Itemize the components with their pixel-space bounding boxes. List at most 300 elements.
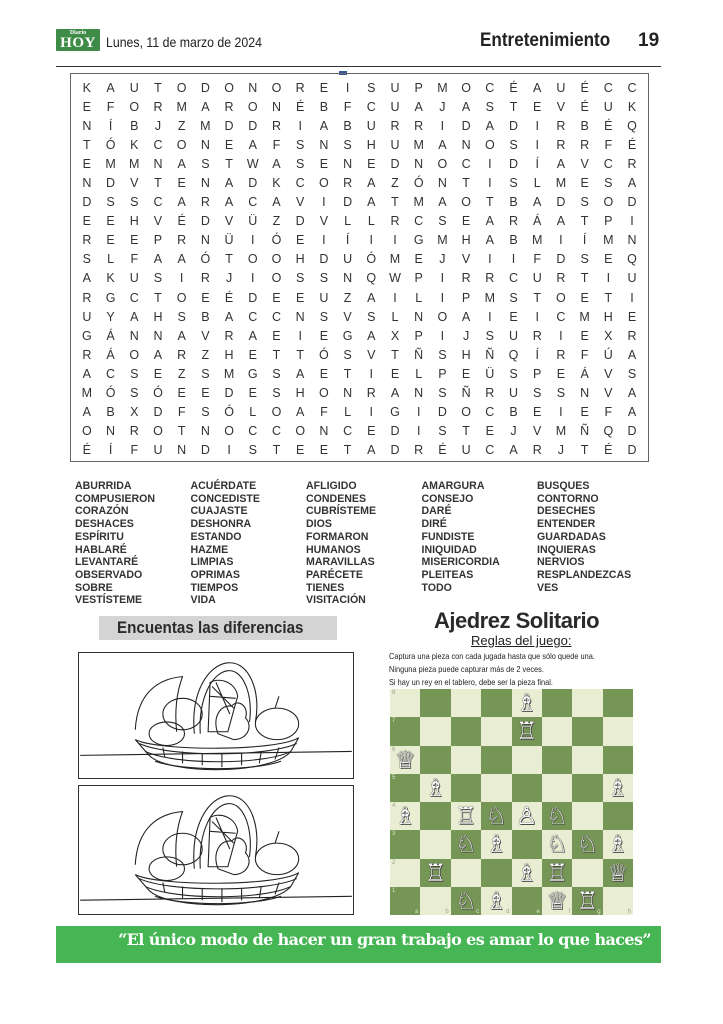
grid-letter[interactable]: I	[369, 233, 374, 248]
grid-letter[interactable]: M	[389, 252, 401, 267]
grid-letter[interactable]: I	[369, 366, 374, 381]
grid-letter[interactable]: U	[508, 328, 519, 343]
grid-letter[interactable]: S	[509, 290, 518, 305]
differences-image-top[interactable]	[78, 652, 354, 779]
grid-letter[interactable]: C	[485, 443, 495, 458]
grid-letter[interactable]: V	[604, 366, 613, 381]
grid-letter[interactable]: R	[271, 118, 281, 133]
grid-letter[interactable]: C	[343, 424, 353, 439]
grid-letter[interactable]: S	[604, 176, 613, 191]
grid-letter[interactable]: D	[461, 118, 471, 133]
grid-letter[interactable]: A	[627, 405, 637, 420]
grid-letter[interactable]: A	[367, 290, 376, 305]
grid-letter[interactable]: I	[393, 290, 397, 305]
grid-letter[interactable]: Í	[535, 156, 539, 171]
grid-letter[interactable]: U	[390, 99, 400, 114]
grid-letter[interactable]: I	[179, 271, 184, 286]
grid-letter[interactable]: R	[390, 214, 400, 229]
grid-letter[interactable]: C	[248, 424, 258, 439]
board-square-d2[interactable]	[481, 859, 511, 887]
grid-letter[interactable]: E	[319, 156, 329, 171]
grid-letter[interactable]: I	[251, 271, 255, 286]
grid-letter[interactable]: H	[295, 252, 305, 267]
grid-letter[interactable]: E	[296, 290, 305, 305]
grid-letter[interactable]: K	[130, 137, 139, 152]
grid-letter[interactable]: I	[606, 271, 611, 286]
grid-letter[interactable]: A	[485, 214, 494, 229]
grid-letter[interactable]: T	[391, 347, 399, 362]
board-square-b1[interactable]	[420, 887, 450, 915]
grid-letter[interactable]: S	[296, 137, 305, 152]
grid-letter[interactable]: U	[532, 271, 542, 286]
grid-letter[interactable]: D	[627, 195, 637, 210]
grid-letter[interactable]: T	[533, 290, 542, 305]
grid-letter[interactable]: I	[440, 271, 445, 286]
board-square-d6[interactable]	[481, 746, 511, 774]
grid-letter[interactable]: V	[461, 252, 471, 267]
grid-letter[interactable]: C	[485, 405, 495, 420]
white-bishop-icon[interactable]: ♗	[607, 830, 629, 859]
board-square-c8[interactable]	[451, 689, 481, 717]
grid-letter[interactable]: Ü	[485, 366, 495, 381]
grid-letter[interactable]: I	[298, 118, 302, 133]
board-square-e6[interactable]	[512, 746, 542, 774]
grid-letter[interactable]: Ñ	[461, 386, 471, 401]
grid-letter[interactable]: J	[557, 443, 565, 458]
grid-letter[interactable]: M	[413, 195, 424, 210]
grid-letter[interactable]: N	[82, 118, 92, 133]
grid-letter[interactable]: Ñ	[414, 347, 424, 362]
grid-letter[interactable]: T	[604, 290, 613, 305]
grid-letter[interactable]: R	[414, 443, 424, 458]
board-square-g6[interactable]	[572, 746, 602, 774]
grid-letter[interactable]: S	[438, 347, 447, 362]
grid-letter[interactable]: S	[438, 424, 447, 439]
white-bishop-icon[interactable]: ♗	[485, 830, 508, 859]
grid-letter[interactable]: R	[485, 271, 495, 286]
grid-letter[interactable]: B	[106, 405, 115, 420]
grid-letter[interactable]: Ó	[271, 233, 282, 248]
board-square-c4[interactable]	[451, 802, 481, 830]
grid-letter[interactable]: E	[627, 309, 637, 324]
grid-letter[interactable]: É	[580, 99, 589, 114]
grid-letter[interactable]: O	[461, 405, 471, 420]
grid-letter[interactable]: R	[200, 195, 210, 210]
grid-letter[interactable]: A	[177, 195, 186, 210]
grid-letter[interactable]: V	[367, 347, 376, 362]
grid-letter[interactable]: Í	[345, 233, 350, 248]
grid-letter[interactable]: E	[367, 424, 376, 439]
grid-letter[interactable]: I	[393, 233, 397, 248]
grid-letter[interactable]: R	[82, 347, 92, 362]
grid-letter[interactable]: E	[106, 214, 115, 229]
grid-letter[interactable]: D	[200, 443, 210, 458]
grid-letter[interactable]: K	[106, 271, 115, 286]
grid-letter[interactable]: J	[462, 328, 470, 343]
grid-letter[interactable]: O	[437, 156, 448, 171]
grid-letter[interactable]: O	[81, 424, 92, 439]
grid-letter[interactable]: Q	[603, 424, 614, 439]
grid-letter[interactable]: A	[177, 328, 186, 343]
grid-letter[interactable]: L	[391, 309, 399, 324]
board-square-a6[interactable]	[390, 746, 420, 774]
white-queen-icon[interactable]: ♕	[394, 745, 416, 774]
board-square-b3[interactable]	[420, 830, 450, 858]
grid-letter[interactable]: D	[248, 290, 258, 305]
grid-letter[interactable]: D	[556, 252, 566, 267]
board-square-a8[interactable]	[390, 689, 420, 717]
grid-letter[interactable]: Ó	[413, 176, 424, 191]
grid-letter[interactable]: E	[272, 290, 281, 305]
white-bishop-icon[interactable]: ♗	[394, 802, 416, 831]
grid-letter[interactable]: A	[509, 443, 518, 458]
grid-letter[interactable]: N	[343, 386, 353, 401]
grid-letter[interactable]: S	[201, 405, 210, 420]
grid-letter[interactable]: R	[129, 424, 139, 439]
grid-letter[interactable]: N	[319, 137, 329, 152]
grid-letter[interactable]: E	[390, 366, 400, 381]
grid-letter[interactable]: R	[343, 176, 353, 191]
board-square-e2[interactable]	[512, 859, 542, 887]
grid-letter[interactable]: O	[295, 424, 306, 439]
grid-letter[interactable]: Í	[535, 347, 539, 362]
grid-letter[interactable]: O	[247, 99, 258, 114]
grid-letter[interactable]: M	[129, 156, 140, 171]
grid-letter[interactable]: A	[177, 156, 186, 171]
grid-letter[interactable]: U	[82, 309, 92, 324]
grid-letter[interactable]: E	[177, 386, 186, 401]
grid-letter[interactable]: N	[82, 176, 92, 191]
grid-letter[interactable]: C	[461, 156, 471, 171]
grid-letter[interactable]: R	[627, 328, 637, 343]
grid-letter[interactable]: R	[485, 386, 495, 401]
grid-letter[interactable]: D	[627, 424, 637, 439]
grid-letter[interactable]: U	[343, 252, 353, 267]
grid-letter[interactable]: M	[437, 233, 448, 248]
grid-letter[interactable]: O	[271, 271, 282, 286]
grid-letter[interactable]: R	[556, 137, 566, 152]
grid-letter[interactable]: V	[319, 214, 329, 229]
grid-letter[interactable]: F	[272, 137, 281, 152]
grid-letter[interactable]: E	[604, 252, 613, 267]
grid-letter[interactable]: Ü	[248, 214, 258, 229]
grid-letter[interactable]: Í	[108, 443, 113, 458]
grid-letter[interactable]: U	[153, 443, 163, 458]
grid-letter[interactable]: E	[272, 328, 281, 343]
board-square-f8[interactable]	[542, 689, 572, 717]
board-square-a5[interactable]	[390, 774, 420, 802]
grid-letter[interactable]: R	[461, 271, 471, 286]
board-square-e1[interactable]	[512, 887, 542, 915]
board-square-g5[interactable]	[572, 774, 602, 802]
grid-letter[interactable]: D	[437, 405, 447, 420]
board-square-c1[interactable]	[451, 887, 481, 915]
grid-letter[interactable]: A	[627, 347, 637, 362]
grid-letter[interactable]: R	[224, 328, 234, 343]
grid-letter[interactable]: M	[484, 290, 496, 305]
grid-letter[interactable]: G	[247, 366, 258, 381]
white-rook-icon[interactable]: ♖	[515, 717, 538, 746]
grid-letter[interactable]: H	[129, 214, 139, 229]
grid-letter[interactable]: M	[532, 233, 543, 248]
grid-letter[interactable]: N	[129, 328, 139, 343]
grid-letter[interactable]: I	[322, 195, 326, 210]
grid-letter[interactable]: S	[533, 386, 542, 401]
grid-letter[interactable]: E	[367, 156, 376, 171]
grid-letter[interactable]: S	[556, 386, 566, 401]
grid-letter[interactable]: B	[319, 99, 329, 114]
grid-letter[interactable]: Ñ	[580, 424, 590, 439]
grid-letter[interactable]: B	[509, 405, 518, 420]
grid-letter[interactable]: V	[201, 328, 210, 343]
grid-letter[interactable]: C	[603, 156, 613, 171]
grid-letter[interactable]: E	[82, 214, 92, 229]
grid-letter[interactable]: A	[153, 347, 163, 362]
grid-letter[interactable]: Z	[201, 347, 210, 362]
grid-letter[interactable]: C	[153, 195, 163, 210]
grid-letter[interactable]: É	[604, 443, 613, 458]
grid-letter[interactable]: R	[532, 443, 542, 458]
grid-letter[interactable]: A	[82, 366, 92, 381]
grid-letter[interactable]: E	[414, 252, 423, 267]
grid-letter[interactable]: G	[342, 328, 353, 343]
grid-letter[interactable]: E	[153, 366, 163, 381]
grid-letter[interactable]: I	[488, 176, 492, 191]
board-square-a1[interactable]	[390, 887, 420, 915]
grid-letter[interactable]: Ñ	[485, 347, 495, 362]
grid-letter[interactable]: E	[82, 156, 92, 171]
grid-letter[interactable]: F	[533, 252, 542, 267]
board-square-d4[interactable]	[481, 802, 511, 830]
grid-letter[interactable]: O	[556, 290, 566, 305]
board-square-h8[interactable]	[603, 689, 633, 717]
grid-letter[interactable]: I	[440, 118, 445, 133]
grid-letter[interactable]: N	[200, 424, 210, 439]
grid-letter[interactable]: E	[130, 233, 139, 248]
grid-letter[interactable]: H	[603, 309, 613, 324]
grid-letter[interactable]: A	[177, 252, 186, 267]
grid-letter[interactable]: S	[438, 386, 447, 401]
grid-letter[interactable]: C	[129, 290, 139, 305]
grid-letter[interactable]: A	[296, 405, 305, 420]
grid-letter[interactable]: H	[224, 347, 234, 362]
grid-letter[interactable]: A	[627, 386, 637, 401]
grid-letter[interactable]: A	[272, 195, 281, 210]
grid-letter[interactable]: F	[177, 405, 186, 420]
grid-letter[interactable]: E	[319, 80, 329, 95]
board-square-f1[interactable]	[542, 887, 572, 915]
grid-letter[interactable]: J	[225, 271, 233, 286]
grid-letter[interactable]: C	[248, 309, 258, 324]
grid-letter[interactable]: O	[247, 252, 258, 267]
board-square-d8[interactable]	[481, 689, 511, 717]
grid-letter[interactable]: É	[177, 214, 186, 229]
grid-letter[interactable]: B	[509, 195, 518, 210]
grid-letter[interactable]: O	[129, 347, 140, 362]
grid-letter[interactable]: Á	[580, 366, 589, 381]
white-rook-icon[interactable]: ♖	[455, 802, 477, 831]
grid-letter[interactable]: F	[320, 405, 328, 420]
grid-letter[interactable]: M	[579, 309, 590, 324]
grid-letter[interactable]: A	[461, 309, 471, 324]
grid-letter[interactable]: N	[414, 386, 424, 401]
grid-letter[interactable]: E	[201, 290, 210, 305]
grid-letter[interactable]: P	[604, 214, 613, 229]
grid-letter[interactable]: S	[343, 137, 352, 152]
grid-letter[interactable]: E	[224, 137, 234, 152]
grid-letter[interactable]: B	[580, 118, 589, 133]
grid-letter[interactable]: P	[414, 271, 423, 286]
board-square-b4[interactable]	[420, 802, 450, 830]
grid-letter[interactable]: F	[604, 405, 613, 420]
grid-letter[interactable]: I	[440, 328, 445, 343]
grid-letter[interactable]: É	[438, 443, 447, 458]
grid-letter[interactable]: É	[604, 118, 613, 133]
grid-letter[interactable]: W	[389, 271, 401, 286]
white-bishop-icon[interactable]: ♗	[515, 689, 538, 718]
grid-letter[interactable]: D	[106, 176, 116, 191]
grid-letter[interactable]: N	[200, 176, 210, 191]
board-square-h2[interactable]	[603, 859, 633, 887]
grid-letter[interactable]: L	[344, 214, 352, 229]
grid-letter[interactable]: Z	[343, 290, 352, 305]
grid-letter[interactable]: O	[271, 80, 282, 95]
grid-letter[interactable]: M	[555, 424, 567, 439]
grid-letter[interactable]: S	[367, 80, 376, 95]
grid-letter[interactable]: D	[248, 118, 258, 133]
grid-letter[interactable]: A	[438, 137, 447, 152]
grid-letter[interactable]: R	[177, 233, 187, 248]
grid-letter[interactable]: D	[319, 252, 329, 267]
grid-letter[interactable]: N	[414, 156, 424, 171]
board-square-d5[interactable]	[481, 774, 511, 802]
grid-letter[interactable]: N	[295, 309, 305, 324]
grid-letter[interactable]: O	[461, 195, 471, 210]
grid-letter[interactable]: I	[559, 233, 563, 248]
grid-letter[interactable]: T	[391, 195, 399, 210]
grid-letter[interactable]: O	[271, 405, 282, 420]
grid-letter[interactable]: D	[390, 443, 400, 458]
grid-letter[interactable]: A	[556, 156, 566, 171]
grid-letter[interactable]: S	[319, 309, 329, 324]
grid-letter[interactable]: H	[461, 233, 471, 248]
grid-letter[interactable]: Z	[177, 366, 186, 381]
grid-letter[interactable]: P	[414, 80, 423, 95]
grid-letter[interactable]: S	[130, 195, 139, 210]
grid-letter[interactable]: A	[224, 176, 234, 191]
grid-letter[interactable]: C	[271, 309, 281, 324]
grid-letter[interactable]: R	[556, 271, 566, 286]
grid-letter[interactable]: D	[295, 214, 305, 229]
grid-letter[interactable]: I	[511, 252, 516, 267]
board-square-f7[interactable]	[542, 717, 572, 745]
grid-letter[interactable]: P	[438, 366, 447, 381]
grid-letter[interactable]: H	[153, 309, 163, 324]
grid-letter[interactable]: B	[201, 309, 210, 324]
grid-letter[interactable]: I	[488, 309, 492, 324]
grid-letter[interactable]: E	[580, 176, 589, 191]
board-square-f4[interactable]	[542, 802, 572, 830]
grid-letter[interactable]: U	[366, 118, 376, 133]
grid-letter[interactable]: E	[248, 347, 257, 362]
grid-letter[interactable]: Z	[391, 176, 399, 191]
grid-letter[interactable]: N	[319, 424, 329, 439]
board-square-e4[interactable]	[512, 802, 542, 830]
grid-letter[interactable]: A	[414, 99, 423, 114]
grid-letter[interactable]: E	[106, 233, 115, 248]
grid-letter[interactable]: J	[439, 252, 446, 267]
grid-letter[interactable]: T	[485, 195, 494, 210]
grid-letter[interactable]: U	[390, 137, 400, 152]
grid-letter[interactable]: R	[390, 118, 400, 133]
grid-letter[interactable]: Q	[627, 252, 637, 267]
grid-letter[interactable]: O	[176, 80, 187, 95]
board-square-g3[interactable]	[572, 830, 602, 858]
board-square-b8[interactable]	[420, 689, 450, 717]
white-knight-icon[interactable]: ♘	[485, 802, 508, 831]
grid-letter[interactable]: I	[298, 328, 302, 343]
board-square-b5[interactable]	[420, 774, 450, 802]
grid-letter[interactable]: N	[461, 137, 471, 152]
grid-letter[interactable]: A	[224, 195, 234, 210]
grid-letter[interactable]: A	[82, 405, 92, 420]
grid-letter[interactable]: V	[153, 214, 163, 229]
grid-letter[interactable]: U	[556, 80, 566, 95]
grid-letter[interactable]: T	[154, 80, 162, 95]
grid-letter[interactable]: O	[437, 309, 448, 324]
board-square-c5[interactable]	[451, 774, 481, 802]
grid-letter[interactable]: S	[272, 366, 281, 381]
grid-letter[interactable]: M	[200, 118, 211, 133]
board-square-g2[interactable]	[572, 859, 602, 887]
grid-letter[interactable]: Q	[366, 271, 377, 286]
grid-letter[interactable]: S	[248, 443, 257, 458]
grid-letter[interactable]: S	[509, 366, 518, 381]
board-square-g4[interactable]	[572, 802, 602, 830]
grid-letter[interactable]: A	[461, 99, 471, 114]
grid-letter[interactable]: E	[82, 99, 92, 114]
grid-letter[interactable]: R	[414, 118, 424, 133]
board-square-c2[interactable]	[451, 859, 481, 887]
grid-letter[interactable]: H	[295, 386, 305, 401]
grid-letter[interactable]: S	[201, 156, 210, 171]
grid-letter[interactable]: R	[82, 290, 92, 305]
grid-letter[interactable]: I	[227, 443, 231, 458]
grid-letter[interactable]: E	[296, 233, 305, 248]
white-knight-icon[interactable]: ♘	[546, 802, 568, 831]
grid-letter[interactable]: Q	[627, 118, 637, 133]
grid-letter[interactable]: R	[224, 99, 234, 114]
grid-letter[interactable]: O	[176, 290, 187, 305]
grid-letter[interactable]: U	[319, 290, 329, 305]
grid-letter[interactable]: A	[106, 80, 115, 95]
grid-letter[interactable]: R	[508, 214, 519, 229]
grid-letter[interactable]: T	[154, 290, 162, 305]
grid-letter[interactable]: X	[130, 405, 139, 420]
grid-letter[interactable]: Á	[106, 347, 115, 362]
grid-letter[interactable]: D	[508, 118, 519, 133]
grid-letter[interactable]: U	[603, 99, 613, 114]
board-square-b7[interactable]	[420, 717, 450, 745]
grid-letter[interactable]: H	[366, 137, 376, 152]
board-square-h4[interactable]	[603, 802, 633, 830]
grid-letter[interactable]: S	[509, 176, 518, 191]
grid-letter[interactable]: T	[343, 366, 352, 381]
grid-letter[interactable]: G	[81, 328, 92, 343]
grid-letter[interactable]: U	[129, 80, 139, 95]
grid-letter[interactable]: Ú	[603, 347, 613, 362]
grid-letter[interactable]: S	[201, 366, 210, 381]
